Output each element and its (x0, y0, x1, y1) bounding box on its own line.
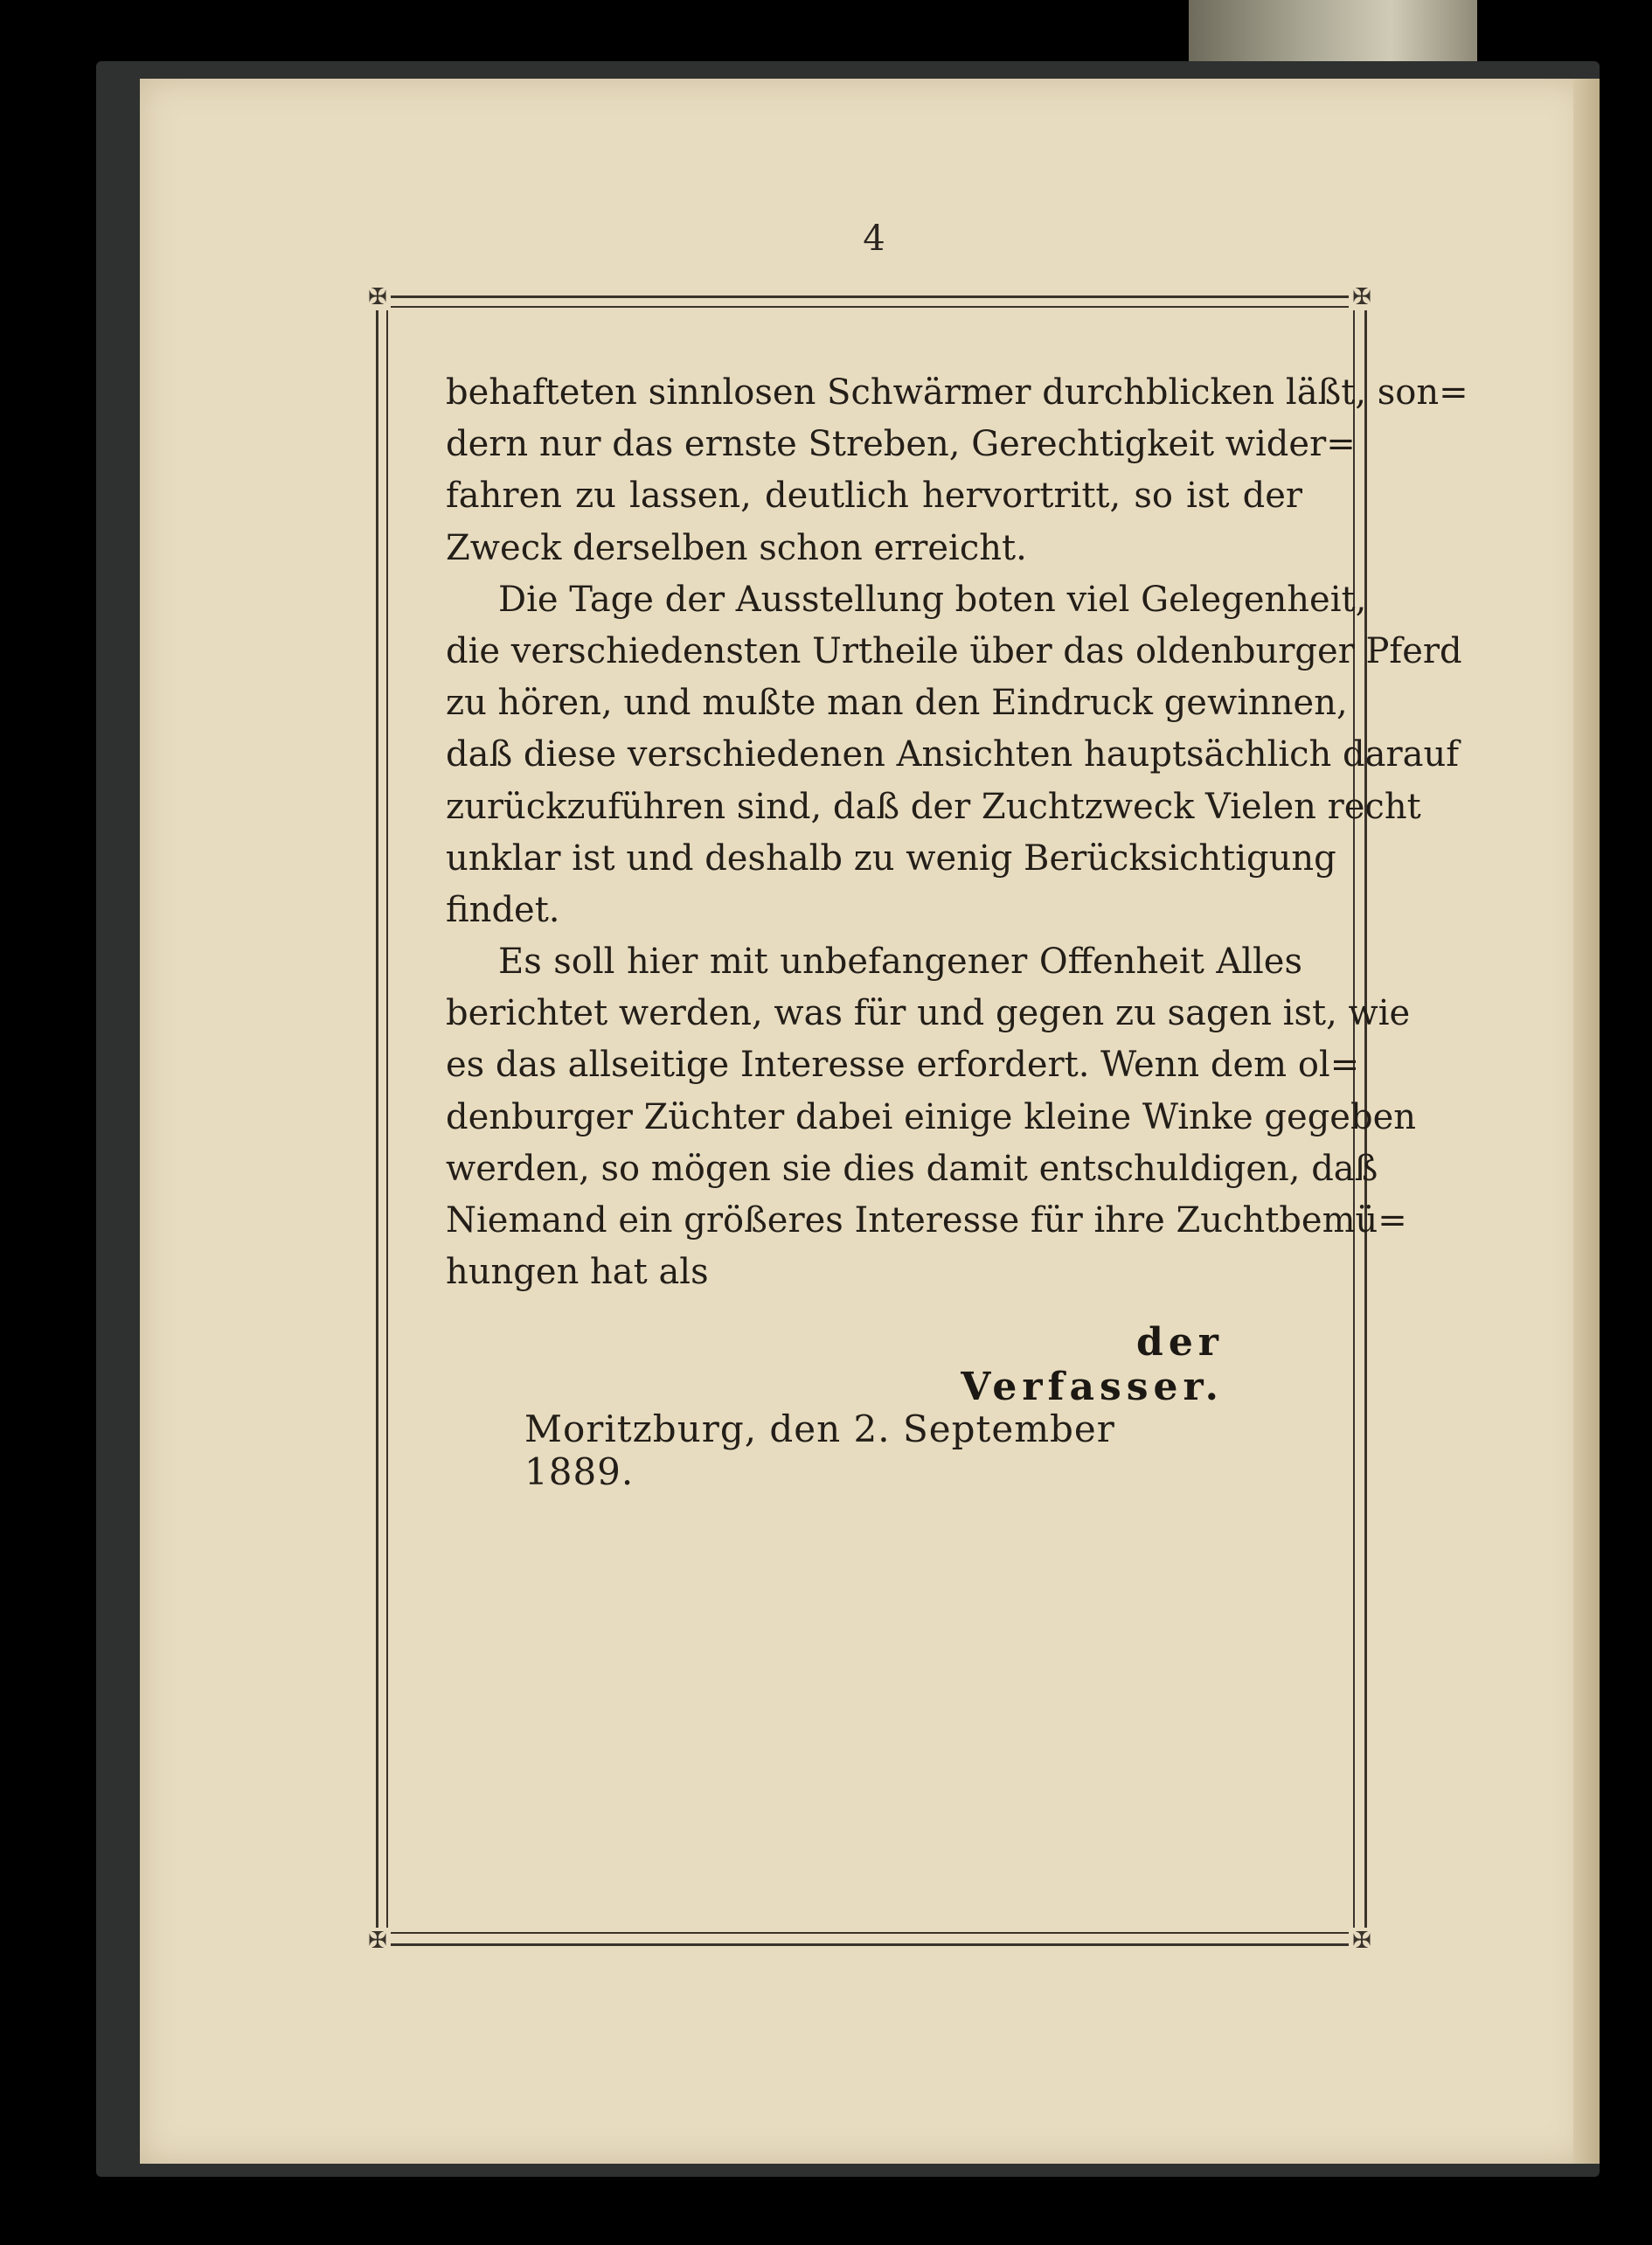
text-line: dern nur das ernste Streben, Gerechtigkeit wider= (446, 424, 1356, 465)
text-line: behafteten sinnlosen Schwärmer durchblicken läßt, son= (446, 372, 1468, 413)
text-line: es das allseitige Interesse erfordert. Wenn dem ol= (446, 1045, 1360, 1086)
text-line: die verschiedensten Urtheile über das oldenburger Pferd (446, 630, 1462, 671)
text-line: zurückzuführen sind, daß der Zuchtzweck Vielen recht (446, 786, 1421, 827)
page-number: 4 (863, 219, 885, 259)
corner-ornament-icon: ✠ (364, 1928, 391, 1954)
spine-tape (1189, 0, 1477, 70)
text-line: Es soll hier mit unbefangener Offenheit Alles (498, 942, 1302, 983)
text-line: hungen hat als (446, 1252, 709, 1293)
author-signature: der Verfasser. (961, 1320, 1224, 1409)
text-line: werden, so mögen sie dies damit entschuldigen, daß (446, 1148, 1378, 1189)
corner-ornament-icon: ✠ (1349, 284, 1375, 310)
corner-ornament-icon: ✠ (364, 284, 391, 310)
text-line: Zweck derselben schon erreicht. (446, 527, 1027, 568)
text-line: berichtet werden, was für und gegen zu sagen ist, wie (446, 993, 1411, 1034)
corner-ornament-icon: ✠ (1349, 1928, 1375, 1954)
text-line: Niemand ein größeres Interesse für ihre Zuchtbemü= (446, 1200, 1407, 1241)
text-line: findet. (446, 889, 560, 930)
text-line: fahren zu lassen, deutlich hervortritt, so ist der (446, 476, 1302, 517)
body-text (446, 367, 1468, 1298)
place-and-date: Moritzburg, den 2. September 1889. (524, 1407, 1115, 1493)
paragraph (446, 574, 1462, 936)
text-line: unklar ist und deshalb zu wenig Berücksichtigung (446, 838, 1336, 879)
text-line: Die Tage der Ausstellung boten viel Gelegenheit, (498, 579, 1367, 620)
text-line: denburger Züchter dabei einige kleine Winke gegeben (446, 1096, 1417, 1137)
text-line: zu hören, und mußte man den Eindruck gewinnen, (446, 683, 1348, 724)
text-line: daß diese verschiedenen Ansichten hauptsächlich darauf (446, 734, 1460, 775)
paragraph (446, 367, 1468, 574)
page-edge (1573, 79, 1600, 2164)
paragraph (446, 936, 1417, 1298)
